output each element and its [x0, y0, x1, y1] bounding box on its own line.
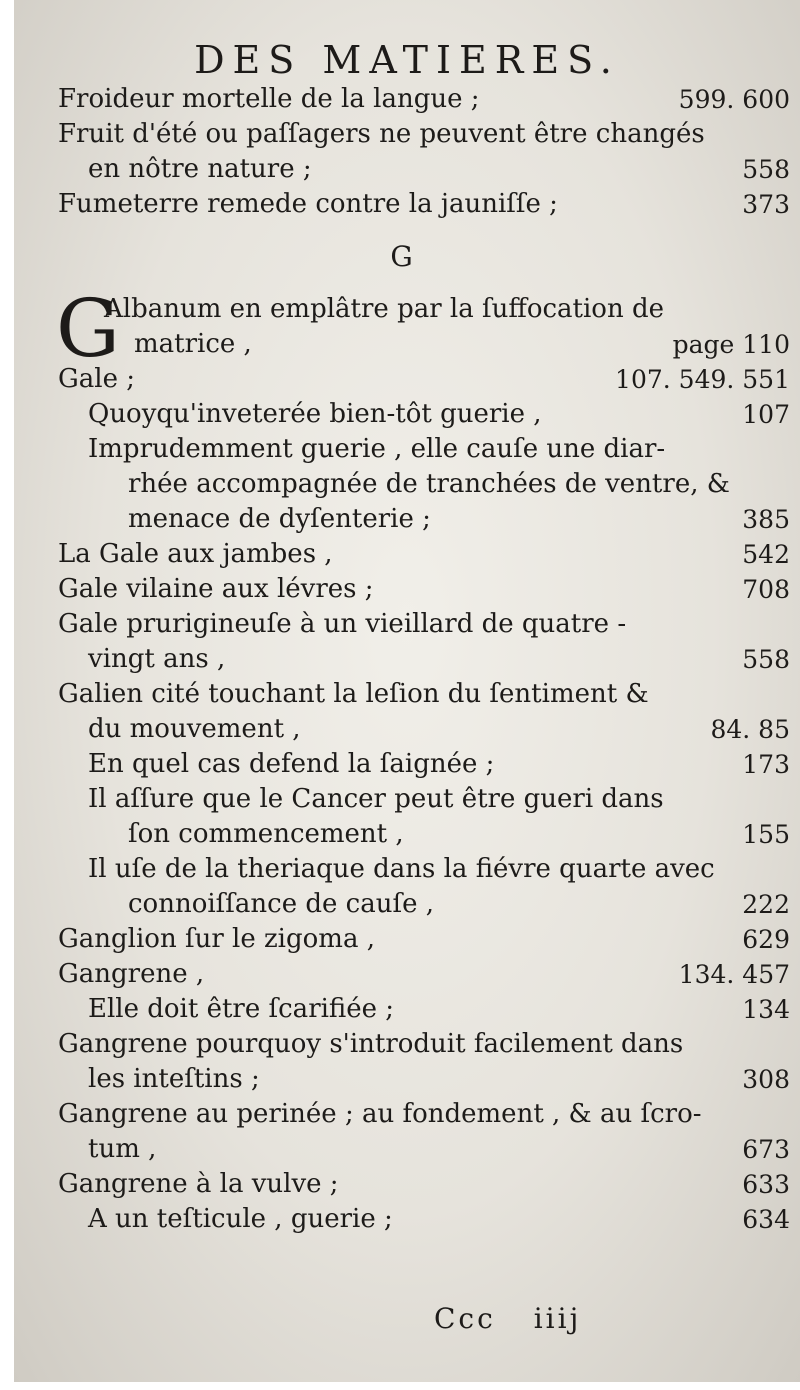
index-line — [58, 467, 730, 502]
entries-before-section — [58, 82, 790, 222]
index-line — [58, 1027, 685, 1062]
folio-number: iiij — [533, 1302, 582, 1335]
page-footer — [434, 1302, 607, 1335]
index-line — [58, 432, 685, 467]
index-line — [58, 152, 790, 187]
index-line — [58, 887, 790, 922]
entry-text: Galien cité touchant la leſion du ſentiment & — [58, 679, 649, 709]
entry-text: rhée accompagnée de tranchées de ventre, & — [128, 469, 730, 499]
index-line — [104, 292, 685, 327]
entry-text: Fumeterre remede contre la jauniſſe ; — [58, 189, 558, 219]
index-line — [104, 327, 790, 362]
page-reference: 134. 457 — [678, 960, 790, 989]
page-reference: 173 — [742, 750, 790, 779]
page-reference: 542 — [742, 540, 790, 569]
entry-text: Quoyqu'inveterée bien-tôt guerie , — [88, 399, 542, 429]
entry-text: En quel cas defend la ſaignée ; — [88, 749, 495, 779]
index-line — [58, 362, 790, 397]
index-line — [58, 607, 685, 642]
index-line — [58, 1202, 790, 1237]
entry-text: Gale vilaine aux lévres ; — [58, 574, 374, 604]
entry-text: Gangrene au perinée ; au fondement , & au ſcro- — [58, 1099, 702, 1129]
index-line — [58, 537, 790, 572]
entry-text: matrice , — [134, 329, 252, 359]
page-reference: 633 — [742, 1170, 790, 1199]
index-line — [58, 852, 715, 887]
index-line — [58, 187, 790, 222]
index-line — [58, 1167, 790, 1202]
index-line — [58, 922, 790, 957]
page-reference: 373 — [742, 190, 790, 219]
index-line — [58, 572, 790, 607]
entry-text: Il uſe de la theriaque dans la fiévre quarte avec — [88, 854, 715, 884]
page-reference: 629 — [742, 925, 790, 954]
entry-text: A un teſticule , guerie ; — [88, 1204, 393, 1234]
entry-text: Fruit d'été ou paſſagers ne peuvent être changés — [58, 119, 705, 149]
signature-mark: Ccc — [434, 1302, 496, 1335]
page-reference: 558 — [742, 155, 790, 184]
index-entries — [56, 82, 790, 1237]
entry-text: tum , — [88, 1134, 157, 1164]
entry-text: Elle doit être ſcarifiée ; — [88, 994, 395, 1024]
entry-text: vingt ans , — [88, 644, 226, 674]
page-reference: 107 — [742, 400, 790, 429]
index-line — [58, 117, 705, 152]
entry-text: les inteſtins ; — [88, 1064, 260, 1094]
index-line — [58, 782, 685, 817]
entry-text: La Gale aux jambes , — [58, 539, 333, 569]
index-line — [58, 957, 790, 992]
index-line — [58, 677, 685, 712]
entries-after-section — [58, 362, 790, 1237]
page-reference: 673 — [742, 1135, 790, 1164]
page-reference: 155 — [742, 820, 790, 849]
index-line — [58, 1062, 790, 1097]
entry-text: Froideur mortelle de la langue ; — [58, 84, 480, 114]
index-line — [58, 817, 790, 852]
page-reference: 385 — [742, 505, 790, 534]
entry-text: connoiſſance de cauſe , — [128, 889, 435, 919]
entry-text: Imprudemment guerie , elle cauſe une diar- — [88, 434, 666, 464]
page-reference: 599. 600 — [678, 85, 790, 114]
dropcap-letter: G — [56, 282, 120, 375]
entry-text: Albanum en emplâtre par la ſuffocation de — [104, 294, 665, 324]
entry-text: Ganglion ſur le zigoma , — [58, 924, 375, 954]
entry-text: du mouvement , — [88, 714, 301, 744]
dropcap-entry — [56, 282, 790, 375]
page-reference: 634 — [742, 1205, 790, 1234]
index-line — [58, 1097, 702, 1132]
page-reference: 107. 549. 551 — [615, 365, 790, 394]
section-letter: G — [390, 240, 413, 273]
entry-text: Gale prurigineuſe à un vieillard de quatre - — [58, 609, 627, 639]
page-reference: 308 — [742, 1065, 790, 1094]
index-line — [58, 397, 790, 432]
index-line — [58, 992, 790, 1027]
page-reference: 84. 85 — [710, 715, 790, 744]
entry-text: ſon commencement , — [128, 819, 404, 849]
page-reference: 134 — [742, 995, 790, 1024]
entry-text: menace de dyſenterie ; — [128, 504, 431, 534]
dropcap-lines — [104, 292, 790, 362]
page-reference: 222 — [742, 890, 790, 919]
entry-text: Gangrene à la vulve ; — [58, 1169, 339, 1199]
entry-text: Il aſſure que le Cancer peut être gueri dans — [88, 784, 664, 814]
index-line — [58, 1132, 790, 1167]
entry-text: Gale ; — [58, 364, 135, 394]
index-line — [58, 642, 790, 677]
entry-text: Gangrene pourquoy s'introduit facilement dans — [58, 1029, 684, 1059]
page-reference: 708 — [742, 575, 790, 604]
index-line — [58, 747, 790, 782]
entry-text: en nôtre nature ; — [88, 154, 312, 184]
index-line — [58, 82, 790, 117]
entry-text: Gangrene , — [58, 959, 205, 989]
index-line — [58, 502, 790, 537]
page-reference: 558 — [742, 645, 790, 674]
page-reference: page 110 — [672, 330, 790, 359]
page-header: DES MATIERES. — [194, 38, 620, 82]
index-line — [58, 712, 790, 747]
